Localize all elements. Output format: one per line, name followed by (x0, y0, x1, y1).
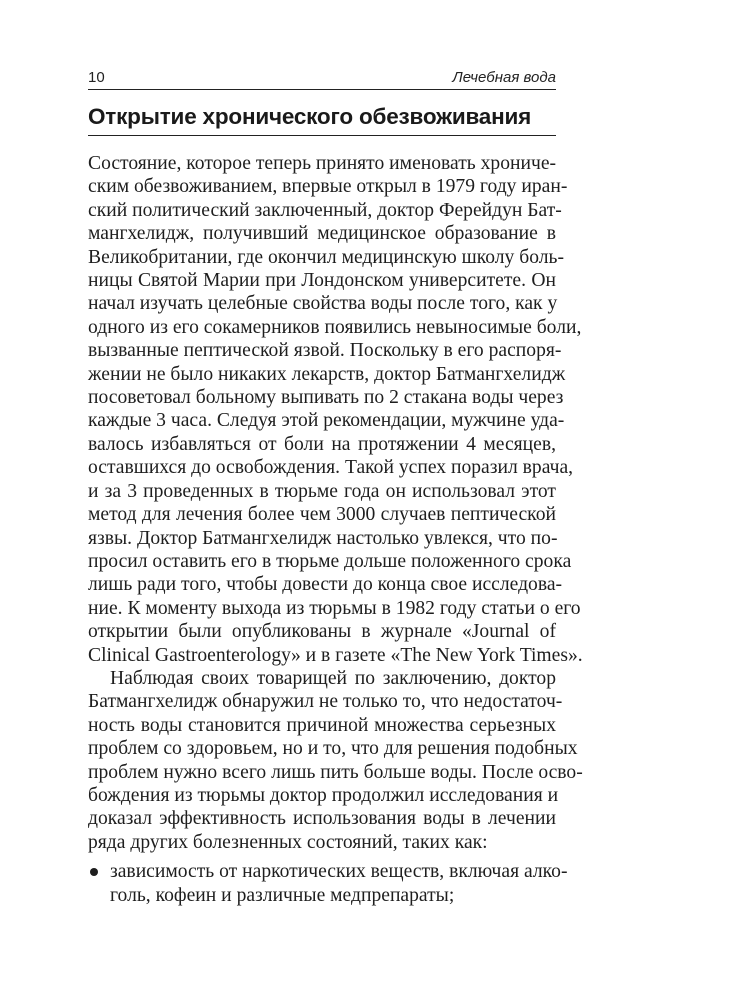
text-line: жении не было никаких лекарств, доктор Батмангхелидж (88, 363, 566, 385)
text-line: открытии были опубликованы в журнале «Journal of (88, 621, 556, 643)
chapter-title: Открытие хронического обезвоживания (88, 104, 556, 136)
paragraph-2 (88, 667, 583, 854)
list-item-text (110, 860, 568, 907)
text-line: валось избавляться от боли на протяжении 4 месяцев, (88, 433, 556, 455)
running-header (88, 62, 556, 90)
text-line: просил оставить его в тюрьме дольше положенного срока (88, 550, 572, 572)
text-line: посоветовал больному выпивать по 2 стакана воды через (88, 387, 564, 409)
text-line: Батмангхелидж обнаружил не только то, что недостаточ- (88, 691, 563, 713)
text-line: оставшихся до освобождения. Такой успех поразил врача, (88, 457, 574, 479)
text-line: проблем со здоровьем, но и то, что для решения подобных (88, 738, 578, 760)
book-page (88, 62, 583, 907)
text-line: ским обезвоживанием, впервые открыл в 1979 году иран- (88, 176, 568, 198)
text-line: мангхелидж, получивший медицинское образование в (88, 223, 556, 245)
text-line: Наблюдая своих товарищей по заключению, доктор (110, 667, 556, 689)
text-line: Великобритании, где окончил медицинскую школу боль- (88, 246, 564, 268)
page-number: 10 (88, 69, 105, 86)
text-line: одного из его сокамерников появились невыносимые боли, (88, 316, 582, 338)
bullet-list (88, 860, 568, 907)
text-line: голь, кофеин и различные медпрепараты; (110, 884, 455, 906)
text-line: каждые 3 часа. Следуя этой рекомендации, мужчине уда- (88, 410, 565, 432)
text-line: проблем нужно всего лишь пить больше воды. После осво- (88, 761, 583, 783)
text-line: Clinical Gastroenterology» и в газете «The New York Times». (88, 644, 583, 666)
bullet-icon (90, 868, 98, 876)
text-line: и за 3 проведенных в тюрьме года он использовал этот (88, 480, 556, 502)
text-line: язвы. Доктор Батмангхелидж настолько увлекся, что по- (88, 527, 558, 549)
list-item (88, 860, 568, 907)
text-line: ность воды становится причиной множества серьезных (88, 714, 556, 736)
text-line: начал изучать целебные свойства воды после того, как у (88, 293, 558, 315)
text-line: ский политический заключенный, доктор Ферейдун Бат- (88, 199, 562, 221)
text-line: ряда других болезненных состояний, таких как: (88, 831, 488, 853)
text-line: зависимость от наркотических веществ, включая алко- (110, 861, 568, 883)
paragraph-1 (88, 152, 583, 667)
text-line: лишь ради того, чтобы довести до конца свое исследова- (88, 574, 563, 596)
text-line: Состояние, которое теперь принято именовать хрониче- (88, 153, 557, 174)
text-line: ние. К моменту выхода из тюрьмы в 1982 году статьи о его (88, 597, 581, 619)
text-line: метод для лечения более чем 3000 случаев пептической (88, 504, 556, 526)
running-title: Лечебная вода (452, 69, 556, 86)
body-text (88, 152, 583, 907)
text-line: ницы Святой Марии при Лондонском университете. Он (88, 270, 556, 292)
text-line: доказал эффективность использования воды в лечении (88, 808, 556, 830)
text-line: бождения из тюрьмы доктор продолжил исследования и (88, 784, 559, 806)
text-line: вызванные пептической язвой. Поскольку в его распоря- (88, 340, 562, 362)
